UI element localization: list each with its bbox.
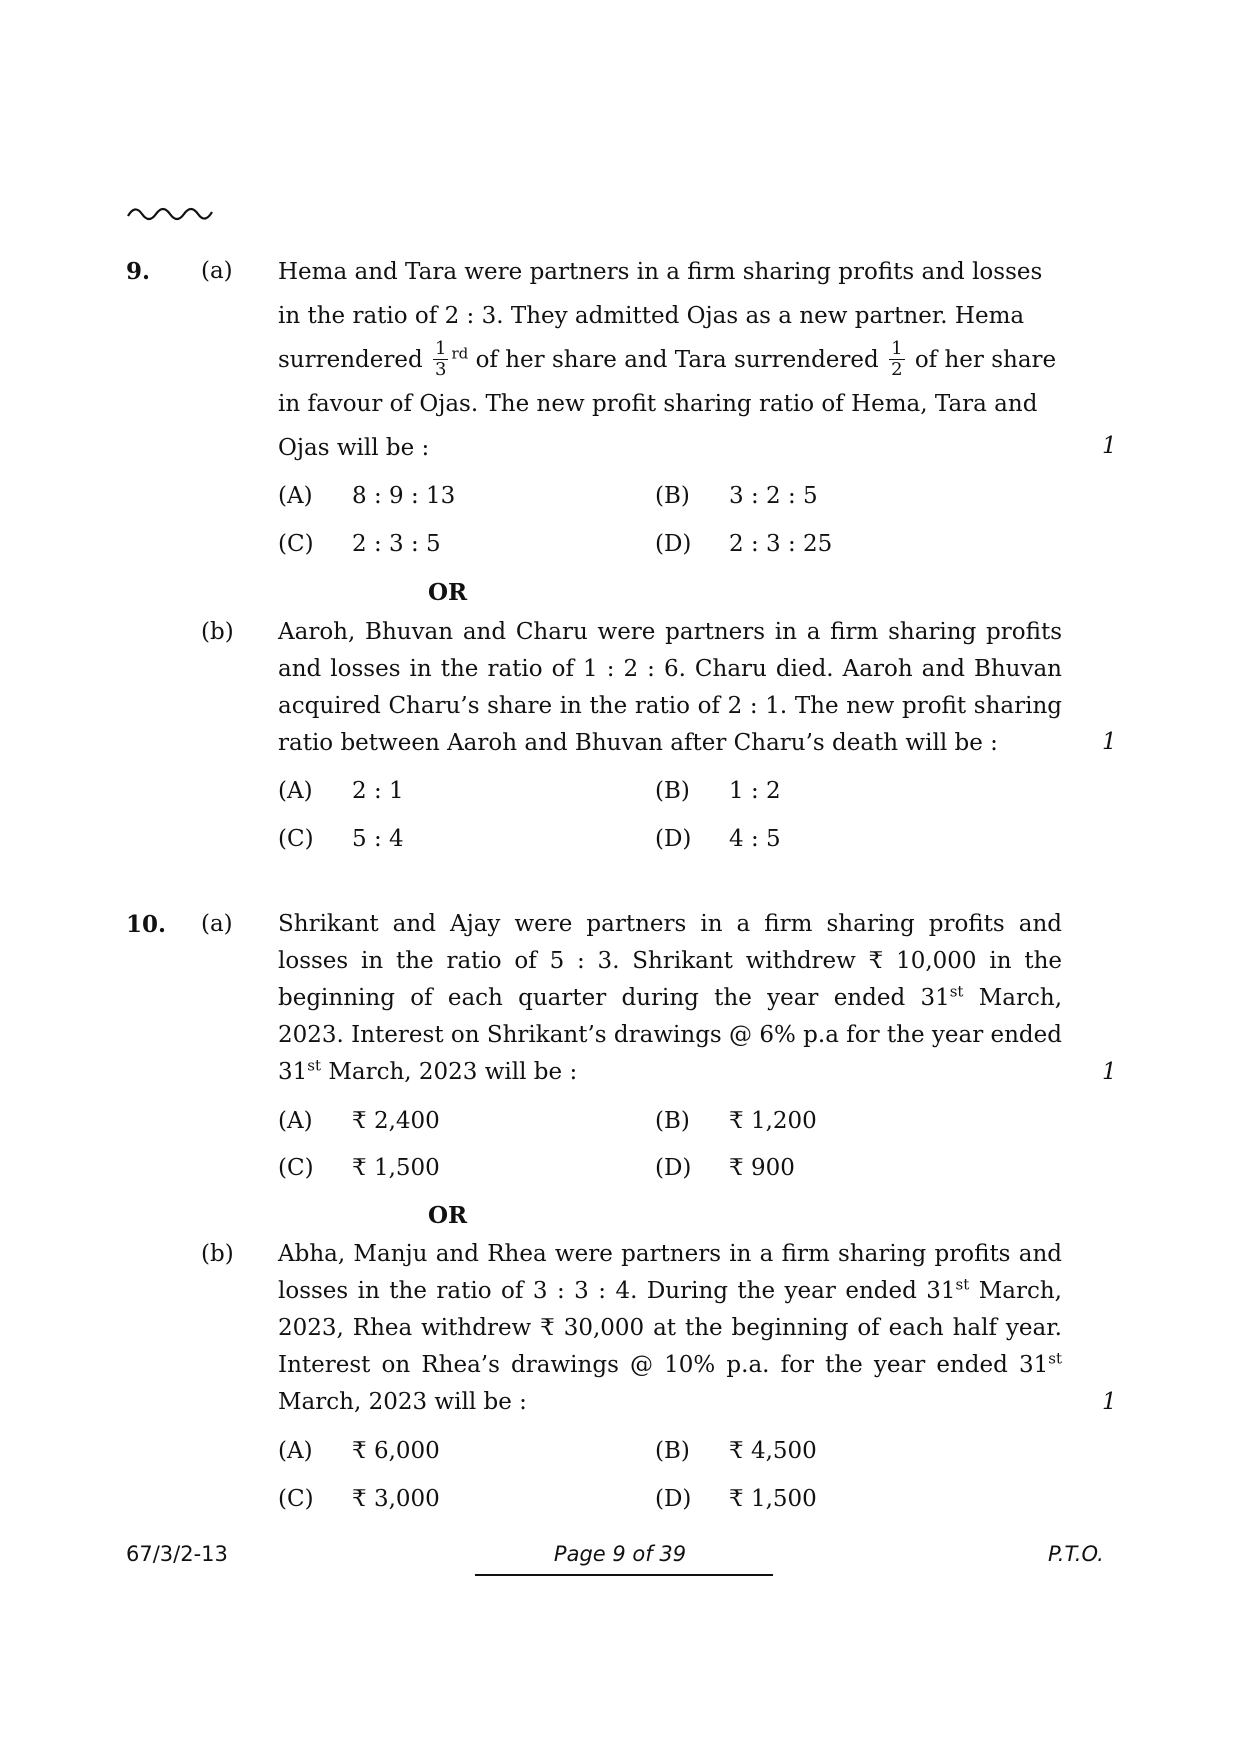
text-line-with-fractions (278, 338, 1062, 382)
option-label: (A) (278, 483, 313, 509)
option-value: 4 : 5 (729, 826, 781, 852)
question-text (278, 1236, 1062, 1421)
option-value: ₹ 900 (729, 1155, 795, 1181)
paper-code: 67/3/2-13 (126, 1542, 228, 1566)
text-line: in the ratio of 2 : 3. They admitted Ojas as a new partner. Hema (278, 303, 1025, 329)
option-a (278, 1108, 440, 1134)
fraction-numerator: 1 (891, 337, 903, 359)
option-value: 2 : 1 (352, 778, 404, 804)
option-label: (B) (655, 1438, 690, 1464)
option-label: (A) (278, 1108, 313, 1134)
text-fragment: Shrikant and Ajay were partners in a firm sharing profits and losses in the ratio of 5 : 3. Shrikant withdrew ₹ 10,000 in the beginning of each quarter during the year ended 31 (278, 911, 1062, 1011)
question-number: 9. (126, 258, 151, 285)
option-label: (A) (278, 778, 313, 804)
or-separator: OR (428, 579, 468, 606)
option-label: (D) (655, 1486, 692, 1512)
marks: 1 (1102, 1059, 1117, 1085)
text-fragment: March, 2023 will be : (321, 1059, 578, 1085)
option-value: ₹ 6,000 (352, 1438, 440, 1464)
part-label: (a) (201, 911, 233, 937)
text-fragment: March, 2023 will be : (278, 1389, 527, 1415)
option-label: (A) (278, 1438, 313, 1464)
page-number-underline (475, 1574, 773, 1576)
superscript: st (307, 1056, 322, 1075)
option-label: (B) (655, 1108, 690, 1134)
option-value: 3 : 2 : 5 (729, 483, 818, 509)
superscript: st (1048, 1349, 1062, 1368)
option-value: ₹ 3,000 (352, 1486, 440, 1512)
marks: 1 (1102, 1389, 1117, 1415)
option-value: 2 : 3 : 5 (352, 531, 441, 557)
option-c (278, 826, 404, 852)
question-number: 10. (126, 911, 167, 938)
option-d (655, 1486, 817, 1512)
option-c (278, 1155, 440, 1181)
option-c (278, 531, 441, 557)
option-label: (D) (655, 826, 692, 852)
question-text (278, 906, 1062, 1091)
part-label: (a) (201, 258, 233, 284)
option-label: (D) (655, 531, 692, 557)
part-label: (b) (201, 619, 234, 645)
option-label: (B) (655, 778, 690, 804)
text-fragment: of her share and Tara surrendered (475, 347, 879, 373)
superscript: st (949, 982, 964, 1001)
fraction-denominator: 3 (435, 358, 447, 380)
text-line: Ojas will be : (278, 435, 430, 461)
option-d (655, 1155, 795, 1181)
option-label: (D) (655, 1155, 692, 1181)
text-fragment: March, 2023, Rhea withdrew ₹ 30,000 at the beginning of each half year. Interest on Rhea’s drawings @ 10% p.a. for the year ended 31 (278, 1278, 1062, 1378)
option-d (655, 531, 832, 557)
option-value: 5 : 4 (352, 826, 404, 852)
option-d (655, 826, 781, 852)
superscript: st (955, 1275, 970, 1294)
option-label: (B) (655, 483, 690, 509)
text-fragment: Abha, Manju and Rhea were partners in a firm sharing profits and losses in the ratio of 3 : 3 : 4. During the year ended 31 (278, 1241, 1062, 1304)
wavy-line-icon (126, 200, 214, 228)
or-separator: OR (428, 1202, 468, 1229)
option-c (278, 1486, 440, 1512)
option-label: (C) (278, 531, 314, 557)
option-value: ₹ 4,500 (729, 1438, 817, 1464)
option-a (278, 483, 455, 509)
option-b (655, 1438, 817, 1464)
option-value: ₹ 1,200 (729, 1108, 817, 1134)
fraction-denominator: 2 (891, 358, 903, 380)
superscript: rd (451, 344, 469, 363)
fraction (433, 339, 448, 380)
option-a (278, 1438, 440, 1464)
question-text (278, 250, 1062, 470)
question-text: Aaroh, Bhuvan and Charu were partners in a firm sharing profits and losses in the ratio of 1 : 2 : 6. Charu died. Aaroh and Bhuvan acquired Charu’s share in the ratio of 2 : 1. The new profit sharing ratio between Aaroh and Bhuvan after Charu’s death will be : (278, 619, 1062, 756)
fraction-numerator: 1 (435, 337, 447, 359)
option-label: (C) (278, 1155, 314, 1181)
text-line: in favour of Ojas. The new profit sharing ratio of Hema, Tara and (278, 391, 1038, 417)
option-value: ₹ 1,500 (352, 1155, 440, 1181)
option-label: (C) (278, 826, 314, 852)
option-label: (C) (278, 1486, 314, 1512)
option-a (278, 778, 404, 804)
marks: 1 (1102, 433, 1117, 459)
option-value: 8 : 9 : 13 (352, 483, 456, 509)
option-value: 2 : 3 : 25 (729, 531, 833, 557)
option-value: ₹ 1,500 (729, 1486, 817, 1512)
part-label: (b) (201, 1241, 234, 1267)
text-line: Hema and Tara were partners in a firm sharing profits and losses (278, 259, 1043, 285)
page-number: Page 9 of 39 (553, 1542, 687, 1566)
option-b (655, 483, 818, 509)
text-fragment: March, 2023. Interest on Shrikant’s drawings @ 6% p.a for the year ended 31 (278, 985, 1063, 1085)
text-fragment: of her share (914, 347, 1057, 373)
option-value: ₹ 2,400 (352, 1108, 440, 1134)
fraction (889, 339, 904, 380)
option-value: 1 : 2 (729, 778, 781, 804)
text-fragment: surrendered (278, 347, 423, 373)
please-turn-over: P.T.O. (1048, 1542, 1104, 1566)
option-b (655, 778, 781, 804)
marks: 1 (1102, 729, 1117, 755)
option-b (655, 1108, 817, 1134)
